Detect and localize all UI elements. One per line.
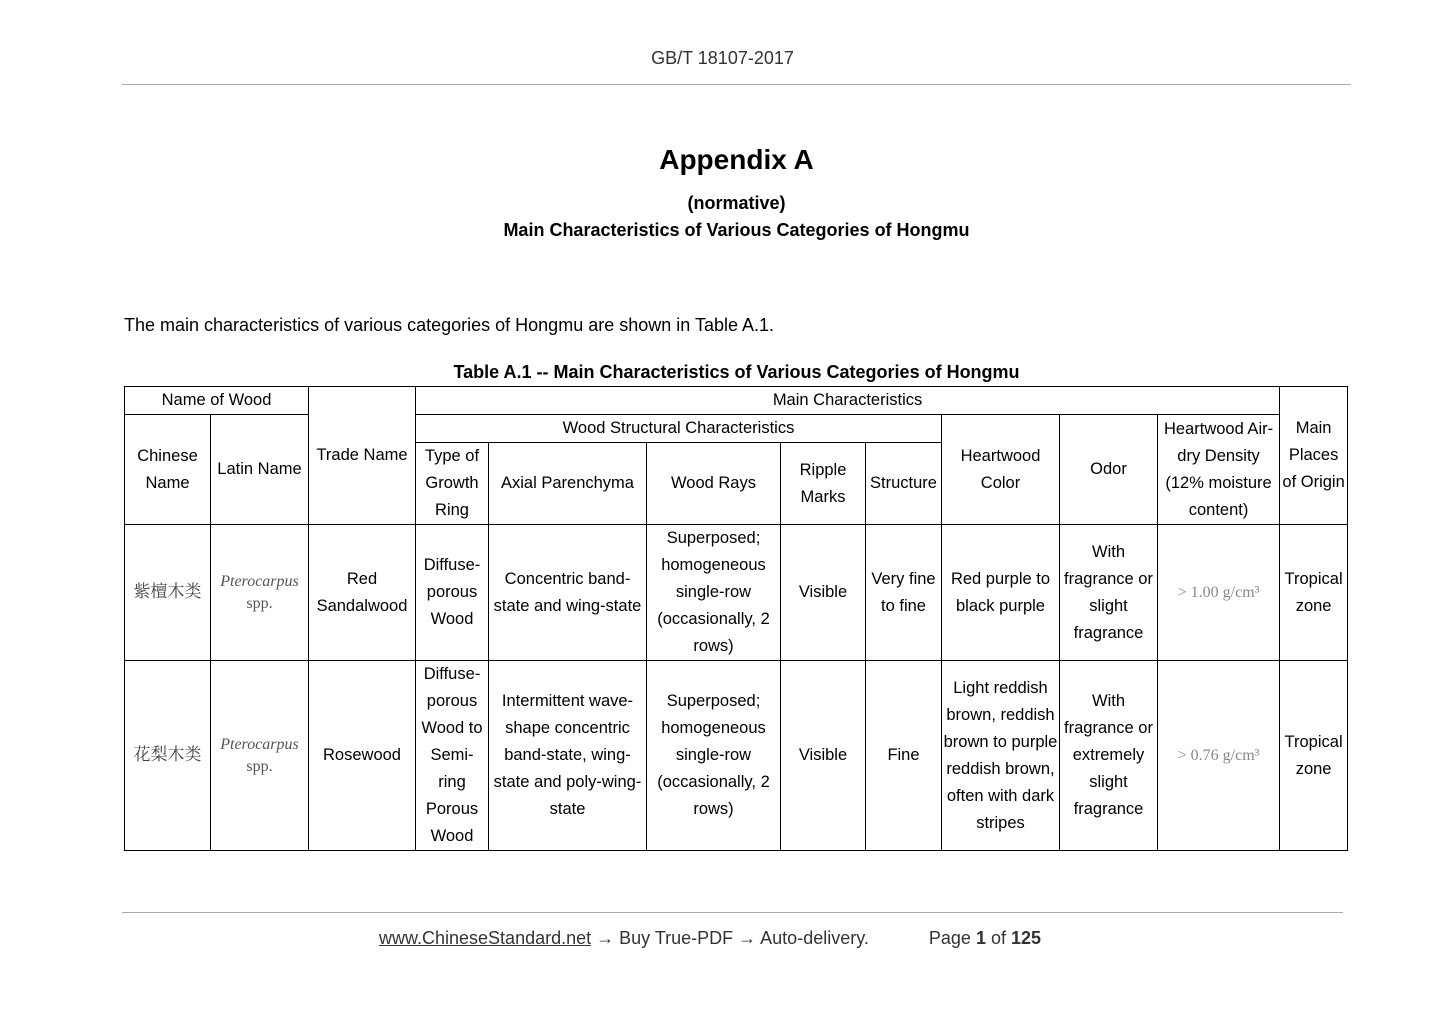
table-caption: Table A.1 -- Main Characteristics of Various Categories of Hongmu <box>453 362 1020 382</box>
website-link[interactable]: www.ChineseStandard.net <box>379 928 592 948</box>
footer-divider <box>122 912 1343 913</box>
cell-heartwood-color: Light reddish brown, reddish brown to purple reddish brown, often with dark stripes <box>942 661 1060 851</box>
header-density: Heartwood Air-dry Density (12% moisture content) <box>1158 415 1280 525</box>
header-divider <box>122 84 1351 85</box>
header-latin-name: Latin Name <box>211 415 309 525</box>
header-wood-structural: Wood Structural Characteristics <box>416 415 942 443</box>
header-structure: Structure <box>866 443 942 525</box>
cell-origin: Tropical zone <box>1280 525 1348 661</box>
page-header-code: GB/T 18107-2017 <box>651 48 794 68</box>
cell-trade-name: Red Sandalwood <box>309 525 416 661</box>
cell-growth-ring: Diffuse-porous Wood <box>416 525 489 661</box>
cell-growth-ring: Diffuse-porous Wood to Semi-ring Porous Wood <box>416 661 489 851</box>
header-odor: Odor <box>1060 415 1158 525</box>
total-pages: 125 <box>1011 928 1042 948</box>
header-main-characteristics: Main Characteristics <box>416 387 1280 415</box>
header-trade-name: Trade Name <box>309 387 416 525</box>
header-name-of-wood: Name of Wood <box>125 387 309 415</box>
characteristics-table <box>124 386 1348 851</box>
cell-trade-name: Rosewood <box>309 661 416 851</box>
cell-density: > 1.00 g/cm³ <box>1158 525 1280 661</box>
cell-density: > 0.76 g/cm³ <box>1158 661 1280 851</box>
cell-latin-name <box>211 525 309 661</box>
page-footer <box>379 928 1041 949</box>
cell-latin-name <box>211 661 309 851</box>
footer-promo-text: → Buy True-PDF → Auto-delivery. <box>591 928 869 948</box>
latin-spp: spp. <box>246 757 273 775</box>
cell-wood-rays: Superposed; homogeneous single-row (occasionally, 2 rows) <box>647 525 781 661</box>
header-heartwood-color: Heartwood Color <box>942 415 1060 525</box>
cell-structure: Fine <box>866 661 942 851</box>
cell-odor: With fragrance or slight fragrance <box>1060 525 1158 661</box>
header-ripple-marks: Ripple Marks <box>781 443 866 525</box>
of-label: of <box>990 928 1006 948</box>
appendix-subtitle: Main Characteristics of Various Categories of Hongmu <box>503 220 970 240</box>
cell-odor: With fragrance or extremely slight fragrance <box>1060 661 1158 851</box>
header-main-places: Main Places of Origin <box>1280 387 1348 525</box>
table-row <box>125 525 1348 661</box>
header-growth-ring: Type of Growth Ring <box>416 443 489 525</box>
latin-genus: Pterocarpus <box>220 735 299 753</box>
header-wood-rays: Wood Rays <box>647 443 781 525</box>
page-number: 1 <box>975 928 986 948</box>
cell-chinese-name: 花梨木类 <box>125 661 211 851</box>
cell-ripple-marks: Visible <box>781 525 866 661</box>
latin-spp: spp. <box>246 594 273 612</box>
appendix-title: Appendix A <box>659 144 814 175</box>
table-row <box>125 661 1348 851</box>
cell-origin: Tropical zone <box>1280 661 1348 851</box>
cell-chinese-name: 紫檀木类 <box>125 525 211 661</box>
cell-structure: Very fine to fine <box>866 525 942 661</box>
header-axial-parenchyma: Axial Parenchyma <box>489 443 647 525</box>
intro-paragraph: The main characteristics of various categories of Hongmu are shown in Table A.1. <box>124 315 774 335</box>
cell-axial-parenchyma: Concentric band-state and wing-state <box>489 525 647 661</box>
page-label: Page <box>928 928 971 948</box>
latin-genus: Pterocarpus <box>220 572 299 590</box>
cell-heartwood-color: Red purple to black purple <box>942 525 1060 661</box>
cell-axial-parenchyma: Intermittent wave-shape concentric band-state, wing-state and poly-wing-state <box>489 661 647 851</box>
cell-wood-rays: Superposed; homogeneous single-row (occasionally, 2 rows) <box>647 661 781 851</box>
normative-label: (normative) <box>687 193 786 213</box>
cell-ripple-marks: Visible <box>781 661 866 851</box>
header-chinese-name: Chinese Name <box>125 415 211 525</box>
